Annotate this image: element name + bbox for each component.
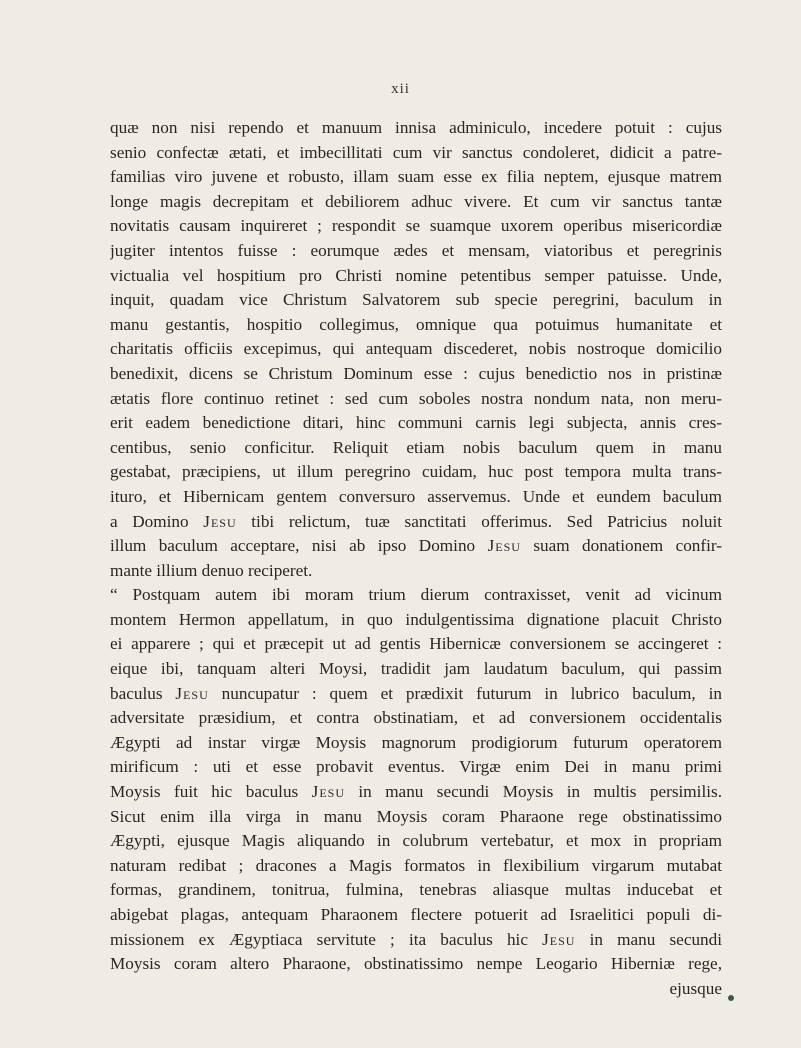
text-line: longe magis decrepitam et debiliorem adhuc vivere. Et cum vir sanctus tantæ <box>110 191 722 211</box>
text-line: jugiter intentos fuisse : eorumque ædes et mensam, viatoribus et peregrinis <box>110 240 722 260</box>
text-line: manu gestantis, hospitio collegimus, omnique qua potuimus humanitate et <box>110 314 722 334</box>
text-line: ætatis flore continuo retinet : sed cum soboles nostra nondum nata, non meru- <box>110 388 722 408</box>
text-line: gestabat, præcipiens, ut illum peregrino cuidam, huc post tempora multa trans- <box>110 462 722 482</box>
text-line: benedixit, dicens se Christum Dominum esse : cujus benedictio nos in pristinæ <box>110 363 722 383</box>
text-line: abigebat plagas, antequam Pharaonem flectere potuerit ad Israelitici populi di- <box>110 905 722 924</box>
text-line: formas, grandinem, tonitrua, fulmina, tenebras aliasque multas inducebat et <box>110 880 722 900</box>
text-line: baculus Jesu nuncupatur : quem et prædixit futurum in lubrico baculum, in <box>110 683 722 703</box>
text-line: a Domino Jesu tibi relictum, tuæ sanctitati offerimus. Sed Patricius noluit <box>110 511 722 531</box>
text-line: inquit, quadam vice Christum Salvatorem sub specie peregrini, baculum in <box>110 290 722 310</box>
small-caps-name: Jesu <box>175 683 209 703</box>
text-line: naturam redibat ; dracones a Magis formatos in flexibilium virgarum mutabat <box>110 855 722 875</box>
text-line: missionem ex Ægyptiaca servitute ; ita baculus hic Jesu in manu secundi <box>110 929 722 949</box>
text-line: “ Postquam autem ibi moram trium dierum contraxisset, venit ad vicinum <box>110 585 722 605</box>
text-line: ei apparere ; qui et præcepit ut ad gentis Hibernicæ conversionem se accingeret : <box>110 634 722 654</box>
text-line: Ægypti ad instar virgæ Moysis magnorum prodigiorum futurum operatorem <box>110 732 722 752</box>
text-line: adversitate præsidium, et contra obstinatiam, et ad conversionem occidentalis <box>110 708 722 728</box>
text-line: erit eadem benedictione ditari, hinc communi carnis legi subjecta, annis cres- <box>110 413 722 433</box>
text-line: ituro, et Hibernicam gentem conversuro asservemus. Unde et eundem baculum <box>110 486 722 506</box>
text-line: mante illium denuo reciperet. <box>110 560 313 580</box>
text-line: centibus, senio conficitur. Reliquit etiam nobis baculum quem in manu <box>110 437 722 457</box>
text-line: illum baculum acceptare, nisi ab ipso Domino Jesu suam donationem confir- <box>110 536 722 556</box>
catchword: ejusque <box>669 978 722 998</box>
small-caps-name: Jesu <box>311 782 345 802</box>
text-line: mirificum : uti et esse probavit eventus. Virgæ enim Dei in manu primi <box>110 757 722 777</box>
page-number: xii <box>391 81 410 97</box>
small-caps-name: Jesu <box>542 929 576 949</box>
text-line: senio confectæ ætati, et imbecillitati cum vir sanctus condoleret, didicit a patre- <box>110 142 722 162</box>
ink-spot <box>728 995 734 1001</box>
small-caps-name: Jesu <box>203 511 237 531</box>
text-line: Moysis fuit hic baculus Jesu in manu secundi Moysis in multis persimilis. <box>110 782 722 802</box>
text-line: montem Hermon appellatum, in quo indulgentissima dignatione placuit Christo <box>110 609 722 629</box>
text-line: charitatis officiis excepimus, qui antequam discederet, nobis nostroque domicilio <box>110 339 722 359</box>
text-line: victualia vel hospitium pro Christi nomine petentibus semper patuisse. Unde, <box>110 265 722 285</box>
small-caps-name: Jesu <box>487 536 521 556</box>
body-text <box>110 116 722 1001</box>
text-line: novitatis causam inquireret ; respondit se suamque uxorem operibus misericordiæ <box>110 216 722 236</box>
text-line: familias viro juvene et robusto, illam suam esse ex filia neptem, ejusque matrem <box>110 167 722 187</box>
text-line: quæ non nisi rependo et manuum innisa adminiculo, incedere potuit : cujus <box>110 118 722 137</box>
text-line: eique ibi, tanquam alteri Moysi, tradidit jam laudatum baculum, qui passim <box>110 659 722 679</box>
text-line: Ægypti, ejusque Magis aliquando in colubrum vertebatur, et mox in propriam <box>110 831 722 851</box>
text-line: Sicut enim illa virga in manu Moysis coram Pharaone rege obstinatissimo <box>110 806 722 826</box>
text-line: Moysis coram altero Pharaone, obstinatissimo nempe Leogario Hiberniæ rege, <box>110 954 722 974</box>
